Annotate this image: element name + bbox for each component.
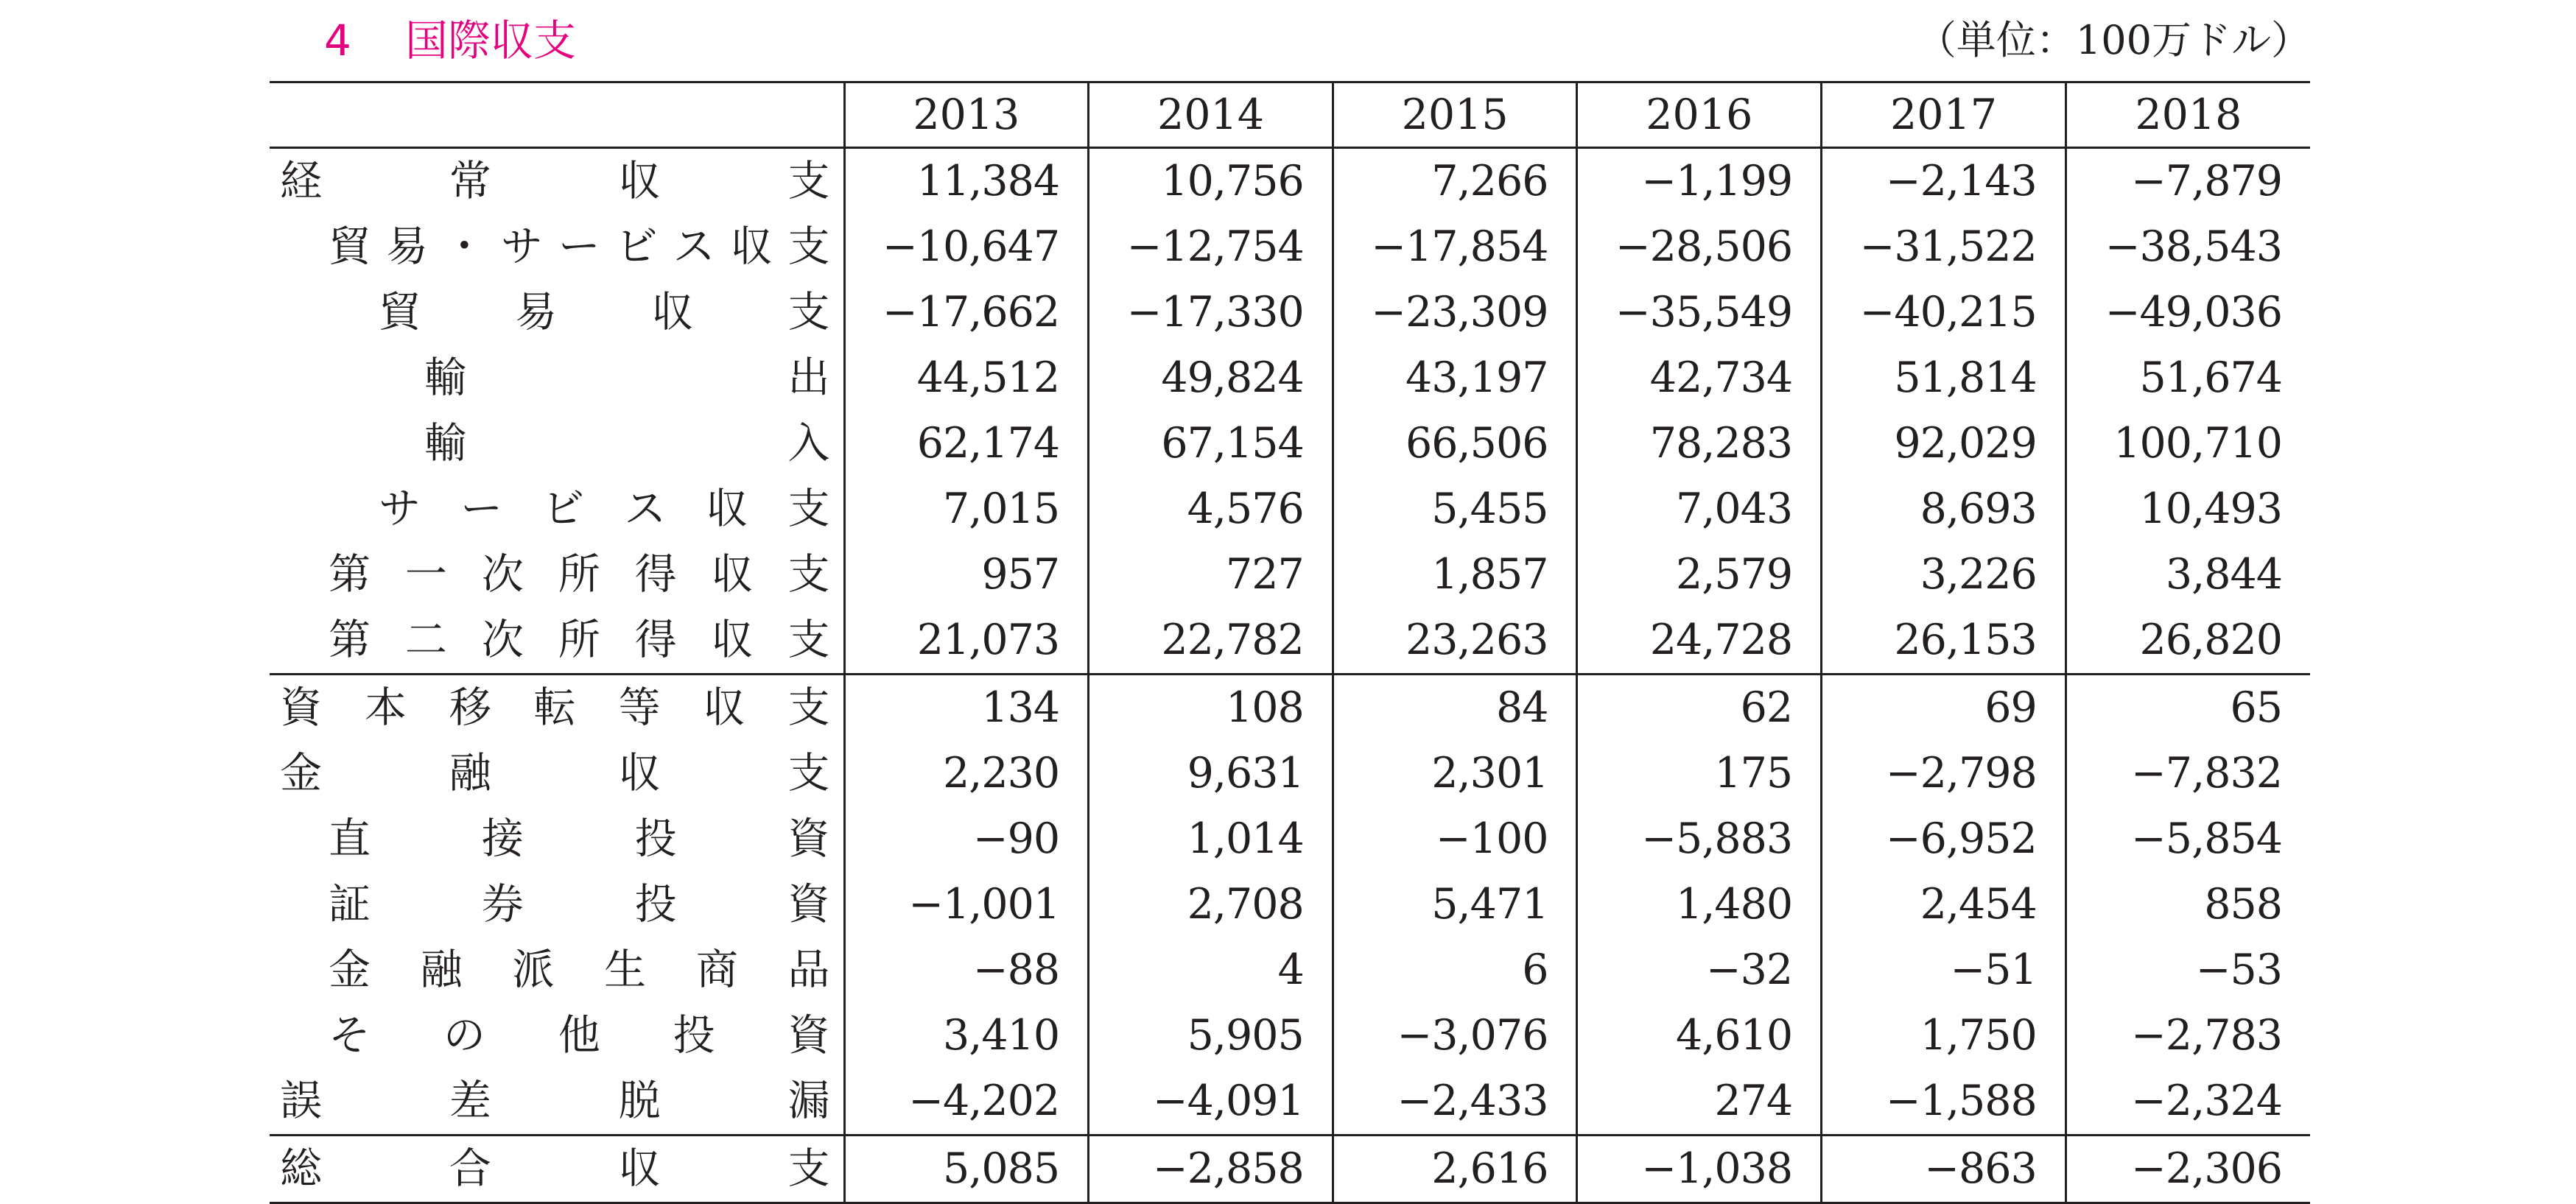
row-label-text (270, 872, 843, 937)
label-char: 品 (787, 946, 830, 994)
row-label-text (270, 280, 843, 345)
value-cell: 1,480 (1577, 872, 1822, 937)
section-number: 4 (324, 15, 351, 66)
value-cell: −53 (2066, 937, 2310, 1003)
value-cell: 84 (1333, 675, 1577, 742)
value-cell: 4 (1089, 937, 1333, 1003)
value-cell: 49,824 (1089, 345, 1333, 411)
label-char: 金 (329, 946, 371, 994)
value-cell: −6,952 (1822, 806, 2066, 872)
label-char: 支 (787, 683, 830, 732)
value-cell: 1,014 (1089, 806, 1333, 872)
value-cell: 5,471 (1333, 872, 1577, 937)
label-char: 他 (558, 1011, 600, 1060)
value-cell: −100 (1333, 806, 1577, 872)
value-cell: −7,832 (2066, 741, 2310, 806)
label-char: 転 (533, 683, 576, 732)
value-cell: 3,226 (1822, 542, 2066, 608)
year-header: 2017 (1822, 82, 2066, 148)
label-char: ス (624, 485, 667, 533)
value-cell: 957 (844, 542, 1089, 608)
year-header: 2014 (1089, 82, 1333, 148)
label-char: の (443, 1011, 485, 1060)
balance-of-payments-table (270, 81, 2310, 1204)
value-cell: 7,015 (844, 476, 1089, 542)
value-cell: −5,854 (2066, 806, 2310, 872)
value-cell: 26,153 (1822, 608, 2066, 675)
value-cell: −49,036 (2066, 280, 2310, 345)
label-char: 所 (558, 550, 600, 599)
value-cell: 4,610 (1577, 1003, 1822, 1069)
label-char: 派 (512, 946, 555, 994)
row-label (270, 148, 844, 215)
label-char: 投 (673, 1011, 715, 1060)
label-char: 資 (787, 880, 830, 929)
row-label-text (270, 411, 843, 476)
value-cell: −7,879 (2066, 148, 2310, 215)
value-cell: 51,674 (2066, 345, 2310, 411)
value-cell: −1,001 (844, 872, 1089, 937)
value-cell: 62 (1577, 675, 1822, 742)
label-char: サ (500, 222, 543, 271)
table-row (270, 148, 2310, 215)
value-cell: 2,579 (1577, 542, 1822, 608)
section-title (324, 7, 576, 74)
label-char: 収 (618, 1144, 661, 1193)
row-label-text (270, 345, 843, 411)
value-cell: −4,202 (844, 1069, 1089, 1136)
label-char: 移 (449, 683, 491, 732)
value-cell: −88 (844, 937, 1089, 1003)
label-char: 支 (787, 1144, 830, 1193)
label-char: 二 (404, 616, 447, 664)
label-char: 入 (787, 419, 830, 468)
value-cell: 2,616 (1333, 1136, 1577, 1203)
value-cell: 66,506 (1333, 411, 1577, 476)
label-char: 等 (618, 683, 661, 732)
row-label-text (270, 1003, 843, 1069)
value-cell: 2,708 (1089, 872, 1333, 937)
value-cell: −4,091 (1089, 1069, 1333, 1136)
label-char: 輸 (424, 353, 466, 402)
row-label (270, 937, 844, 1003)
label-char: 収 (703, 683, 745, 732)
label-char: 証 (329, 880, 371, 929)
value-cell: 6 (1333, 937, 1577, 1003)
value-cell: 26,820 (2066, 608, 2310, 675)
year-header: 2013 (844, 82, 1089, 148)
label-char: 貿 (329, 222, 371, 271)
label-char: 融 (449, 749, 491, 798)
row-label-text (270, 1069, 843, 1134)
value-cell: −2,433 (1333, 1069, 1577, 1136)
value-cell: 5,455 (1333, 476, 1577, 542)
header-blank-cell (270, 82, 844, 148)
value-cell: 42,734 (1577, 345, 1822, 411)
value-cell: −1,199 (1577, 148, 1822, 215)
value-cell: 134 (844, 675, 1089, 742)
row-label-text (270, 1136, 843, 1202)
value-cell: −38,543 (2066, 214, 2310, 280)
header-row (270, 82, 2310, 148)
label-char: 支 (787, 749, 830, 798)
row-label (270, 280, 844, 345)
table-body (270, 148, 2310, 1203)
row-label-text (270, 806, 843, 872)
label-char: 易 (385, 222, 428, 271)
label-char: 投 (634, 814, 677, 863)
value-cell: 3,410 (844, 1003, 1089, 1069)
value-cell: 92,029 (1822, 411, 2066, 476)
label-char: 合 (449, 1144, 491, 1193)
year-header: 2018 (2066, 82, 2310, 148)
value-cell: −35,549 (1577, 280, 1822, 345)
label-char: 金 (280, 749, 322, 798)
label-char: 経 (280, 157, 322, 205)
value-cell: 22,782 (1089, 608, 1333, 675)
label-char: 貿 (379, 288, 421, 337)
label-char: 第 (329, 616, 371, 664)
value-cell: 7,043 (1577, 476, 1822, 542)
row-label-text (270, 214, 843, 280)
value-cell: −17,330 (1089, 280, 1333, 345)
value-cell: −1,588 (1822, 1069, 2066, 1136)
value-cell: −31,522 (1822, 214, 2066, 280)
label-char: 誤 (280, 1077, 322, 1125)
label-char: 収 (730, 222, 773, 271)
section-title-text: 国際収支 (405, 15, 577, 66)
value-cell: 67,154 (1089, 411, 1333, 476)
row-label-text (270, 149, 843, 214)
table-row (270, 345, 2310, 411)
value-cell: 44,512 (844, 345, 1089, 411)
label-char: 一 (404, 550, 447, 599)
table-row (270, 872, 2310, 937)
value-cell: 11,384 (844, 148, 1089, 215)
value-cell: −2,798 (1822, 741, 2066, 806)
row-label (270, 214, 844, 280)
row-label (270, 806, 844, 872)
row-label (270, 1136, 844, 1203)
value-cell: 108 (1089, 675, 1333, 742)
label-char: 資 (787, 814, 830, 863)
label-char: そ (329, 1011, 371, 1060)
value-cell: 65 (2066, 675, 2310, 742)
label-char: 資 (280, 683, 322, 732)
value-cell: −40,215 (1822, 280, 2066, 345)
value-cell: 5,905 (1089, 1003, 1333, 1069)
unit-note: （単位：100万ドル） (1916, 17, 2311, 63)
value-cell: 24,728 (1577, 608, 1822, 675)
label-char: 差 (449, 1077, 491, 1125)
label-char: 出 (787, 353, 830, 402)
label-char: ー (460, 485, 503, 533)
value-cell: 69 (1822, 675, 2066, 742)
value-cell: −2,858 (1089, 1136, 1333, 1203)
label-char: 支 (787, 288, 830, 337)
value-cell: −1,038 (1577, 1136, 1822, 1203)
label-char: 接 (481, 814, 524, 863)
row-label-text (270, 937, 843, 1003)
value-cell: −2,306 (2066, 1136, 2310, 1203)
label-char: 得 (634, 616, 677, 664)
value-cell: 51,814 (1822, 345, 2066, 411)
value-cell: −12,754 (1089, 214, 1333, 280)
label-char: 易 (515, 288, 558, 337)
label-char: 券 (481, 880, 524, 929)
value-cell: 78,283 (1577, 411, 1822, 476)
row-label (270, 411, 844, 476)
value-cell: 9,631 (1089, 741, 1333, 806)
label-char: 輸 (424, 419, 466, 468)
row-label (270, 476, 844, 542)
table-row (270, 1136, 2310, 1203)
row-label-text (270, 741, 843, 806)
value-cell: 727 (1089, 542, 1333, 608)
label-char: 所 (558, 616, 600, 664)
row-label-text (270, 476, 843, 542)
label-char: 直 (329, 814, 371, 863)
label-char: 支 (787, 485, 830, 533)
value-cell: 175 (1577, 741, 1822, 806)
label-char: 生 (604, 946, 647, 994)
value-cell: 1,857 (1333, 542, 1577, 608)
value-cell: −2,324 (2066, 1069, 2310, 1136)
label-char: 支 (787, 157, 830, 205)
value-cell: 7,266 (1333, 148, 1577, 215)
value-cell: 4,576 (1089, 476, 1333, 542)
value-cell: 10,756 (1089, 148, 1333, 215)
table-row (270, 476, 2310, 542)
value-cell: 1,750 (1822, 1003, 2066, 1069)
value-cell: −5,883 (1577, 806, 1822, 872)
label-char: 支 (787, 222, 830, 271)
table-row (270, 1069, 2310, 1136)
table-row (270, 1003, 2310, 1069)
row-label (270, 542, 844, 608)
value-cell: −17,662 (844, 280, 1089, 345)
label-char: 支 (787, 550, 830, 599)
label-char: 次 (481, 616, 524, 664)
label-char: 常 (449, 157, 491, 205)
row-label (270, 872, 844, 937)
label-char: ー (558, 222, 600, 271)
table-row (270, 280, 2310, 345)
value-cell: 858 (2066, 872, 2310, 937)
row-label (270, 675, 844, 742)
value-cell: 10,493 (2066, 476, 2310, 542)
table-row (270, 937, 2310, 1003)
table-row (270, 675, 2310, 742)
value-cell: −51 (1822, 937, 2066, 1003)
label-char: サ (379, 485, 421, 533)
year-header: 2016 (1577, 82, 1822, 148)
label-char: ス (673, 222, 715, 271)
label-char: 本 (364, 683, 407, 732)
label-char: 脱 (618, 1077, 661, 1125)
value-cell: −10,647 (844, 214, 1089, 280)
value-cell: 62,174 (844, 411, 1089, 476)
row-label (270, 608, 844, 675)
label-char: 次 (481, 550, 524, 599)
value-cell: −863 (1822, 1136, 2066, 1203)
label-char: 資 (787, 1011, 830, 1060)
value-cell: 23,263 (1333, 608, 1577, 675)
row-label (270, 1069, 844, 1136)
value-cell: 5,085 (844, 1136, 1089, 1203)
value-cell: 8,693 (1822, 476, 2066, 542)
table-row (270, 542, 2310, 608)
label-char: 漏 (787, 1077, 830, 1125)
value-cell: −32 (1577, 937, 1822, 1003)
table-row (270, 411, 2310, 476)
value-cell: 3,844 (2066, 542, 2310, 608)
value-cell: −23,309 (1333, 280, 1577, 345)
label-char: ビ (542, 485, 585, 533)
value-cell: 21,073 (844, 608, 1089, 675)
label-char: 第 (329, 550, 371, 599)
label-char: ビ (615, 222, 658, 271)
value-cell: −17,854 (1333, 214, 1577, 280)
row-label (270, 1003, 844, 1069)
value-cell: 2,301 (1333, 741, 1577, 806)
label-char: 収 (706, 485, 748, 533)
label-char: 投 (634, 880, 677, 929)
row-label (270, 345, 844, 411)
value-cell: −2,143 (1822, 148, 2066, 215)
row-label (270, 741, 844, 806)
value-cell: 43,197 (1333, 345, 1577, 411)
label-char: 商 (695, 946, 738, 994)
label-char: 支 (787, 616, 830, 664)
table-row (270, 741, 2310, 806)
label-char: 得 (634, 550, 677, 599)
value-cell: −28,506 (1577, 214, 1822, 280)
label-char: 収 (711, 616, 754, 664)
value-cell: −3,076 (1333, 1003, 1577, 1069)
row-label-text (270, 608, 843, 673)
label-char: 総 (280, 1144, 322, 1193)
value-cell: −90 (844, 806, 1089, 872)
row-label-text (270, 542, 843, 608)
table-row (270, 806, 2310, 872)
year-header: 2015 (1333, 82, 1577, 148)
value-cell: 274 (1577, 1069, 1822, 1136)
label-char: 収 (711, 550, 754, 599)
label-char: 融 (420, 946, 463, 994)
label-char: 収 (651, 288, 694, 337)
label-char: 収 (618, 157, 661, 205)
table-row (270, 608, 2310, 675)
label-char: 収 (618, 749, 661, 798)
value-cell: 2,454 (1822, 872, 2066, 937)
value-cell: −2,783 (2066, 1003, 2310, 1069)
value-cell: 2,230 (844, 741, 1089, 806)
table-row (270, 214, 2310, 280)
value-cell: 100,710 (2066, 411, 2310, 476)
row-label-text (270, 675, 843, 741)
label-char: ・ (443, 222, 485, 271)
